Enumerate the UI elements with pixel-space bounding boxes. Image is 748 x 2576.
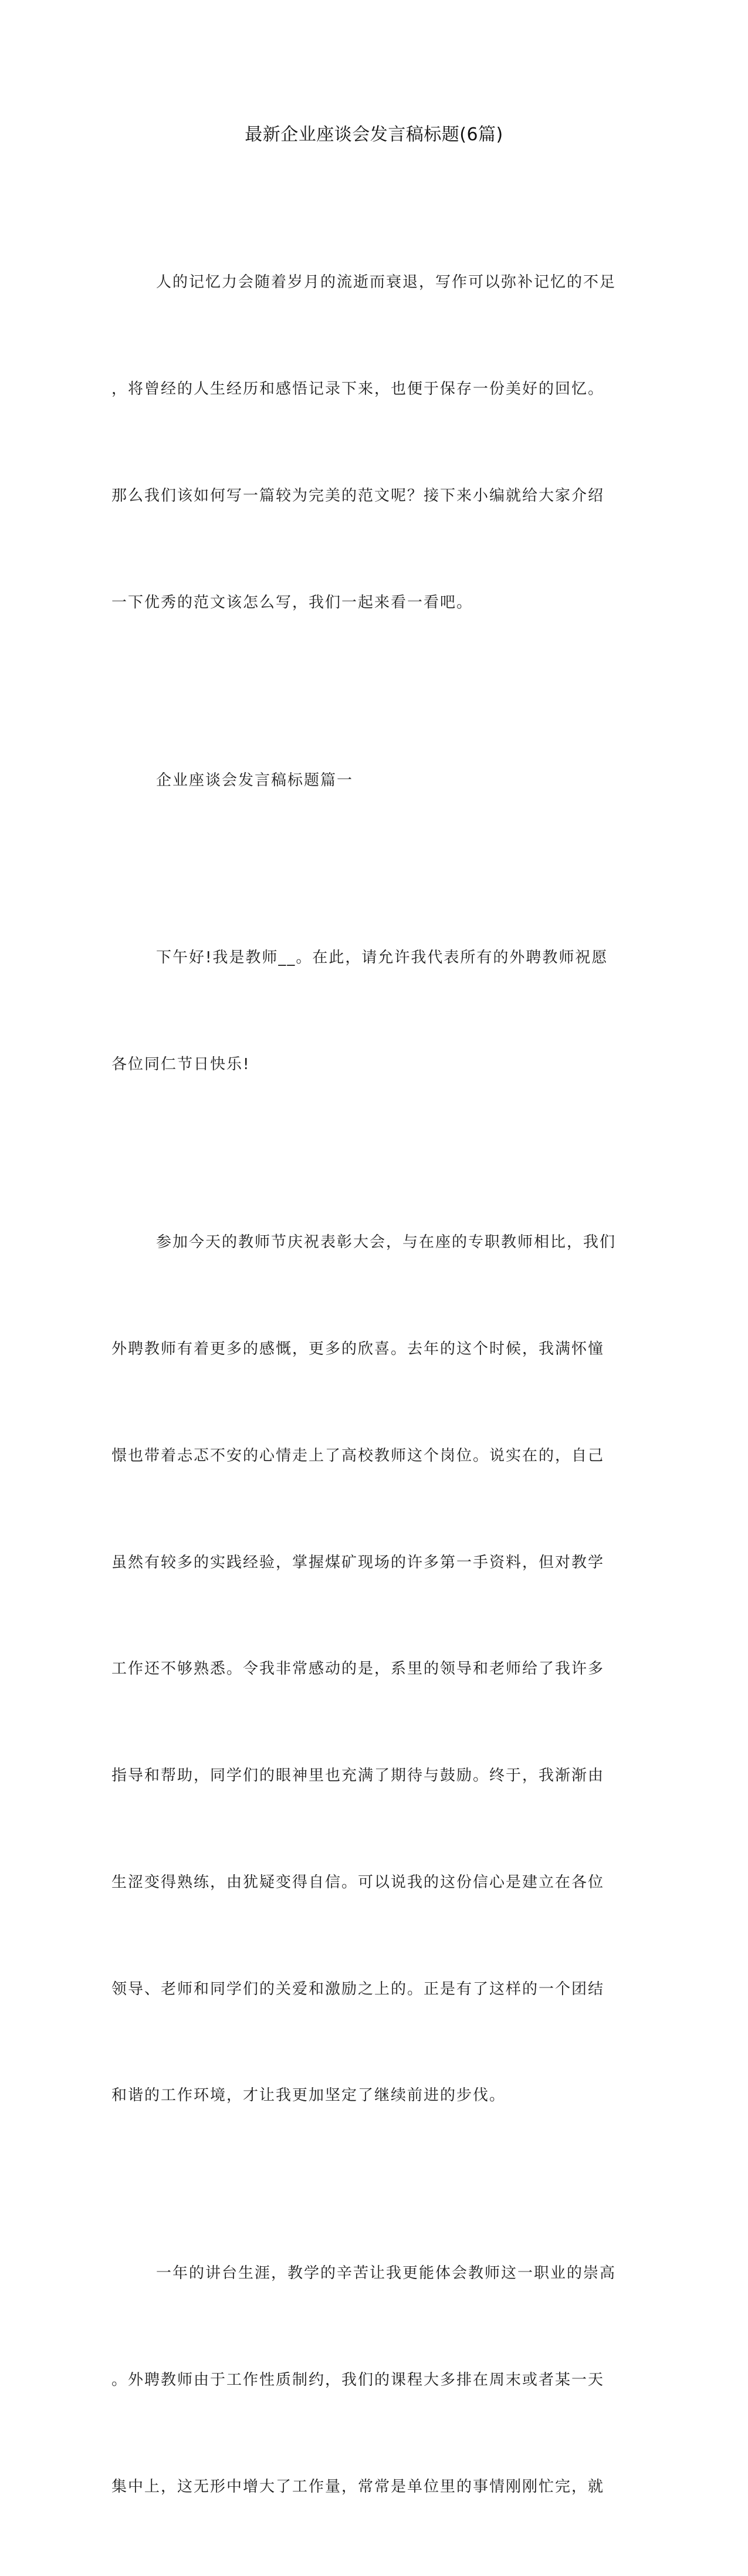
paragraph-body-2 <box>111 2185 634 2576</box>
text-line: 领导、老师和同学们的关爱和激励之上的。正是有了这样的一个团结 <box>111 1980 605 1998</box>
text-line: 参加今天的教师节庆祝表彰大会，与在座的专职教师相比，我们 <box>156 1233 617 1252</box>
paragraph-greeting <box>111 869 634 1154</box>
text-line: 那么我们该如何写一篇较为完美的范文呢？接下来小编就给大家介绍 <box>111 486 605 505</box>
text-line: ，将曾经的人生经历和感悟记录下来，也便于保存一份美好的回忆。 <box>111 380 605 398</box>
paragraph-body-1 <box>111 1154 634 2185</box>
section-heading <box>111 691 634 869</box>
text-line: 指导和帮助，同学们的眼神里也充满了期待与鼓励。终于，我渐渐由 <box>111 1767 605 1785</box>
text-line: 工作还不够熟悉。令我非常感动的是，系里的领导和老师给了我许多 <box>111 1660 605 1678</box>
text-line: 各位同仁节日快乐! <box>111 1056 251 1074</box>
text-line: 憬也带着忐忑不安的心情走上了高校教师这个岗位。说实在的，自己 <box>111 1446 605 1465</box>
document-title: 最新企业座谈会发言稿标题(6篇) <box>245 124 503 145</box>
text-line: 一年的讲台生涯，教学的辛苦让我更能体会教师这一职业的崇高 <box>156 2264 617 2283</box>
text-line: 一下优秀的范文该怎么写，我们一起来看一看吧。 <box>111 593 473 611</box>
text-line: 人的记忆力会随着岁月的流逝而衰退，写作可以弥补记忆的不足 <box>156 273 617 292</box>
text-line: 。外聘教师由于工作性质制约，我们的课程大多排在周末或者某一天 <box>111 2371 605 2389</box>
text-line: 和谐的工作环境，才让我更加坚定了继续前进的步伐。 <box>111 2087 506 2105</box>
text-line: 虽然有较多的实践经验，掌握煤矿现场的许多第一手资料，但对教学 <box>111 1553 605 1571</box>
text-line: 外聘教师有着更多的感慨，更多的欣喜。去年的这个时候，我满怀憧 <box>111 1340 605 1358</box>
text-line: 企业座谈会发言稿标题篇一 <box>156 771 354 789</box>
document-body <box>111 194 634 2576</box>
text-line: 下午好!我是教师__。在此，请允许我代表所有的外聘教师祝愿 <box>156 949 608 967</box>
paragraph-intro <box>111 194 634 691</box>
text-line: 集中上，这无形中增大了工作量，常常是单位里的事情刚刚忙完，就 <box>111 2478 605 2496</box>
text-line: 生涩变得熟练，由犹疑变得自信。可以说我的这份信心是建立在各位 <box>111 1873 605 1891</box>
